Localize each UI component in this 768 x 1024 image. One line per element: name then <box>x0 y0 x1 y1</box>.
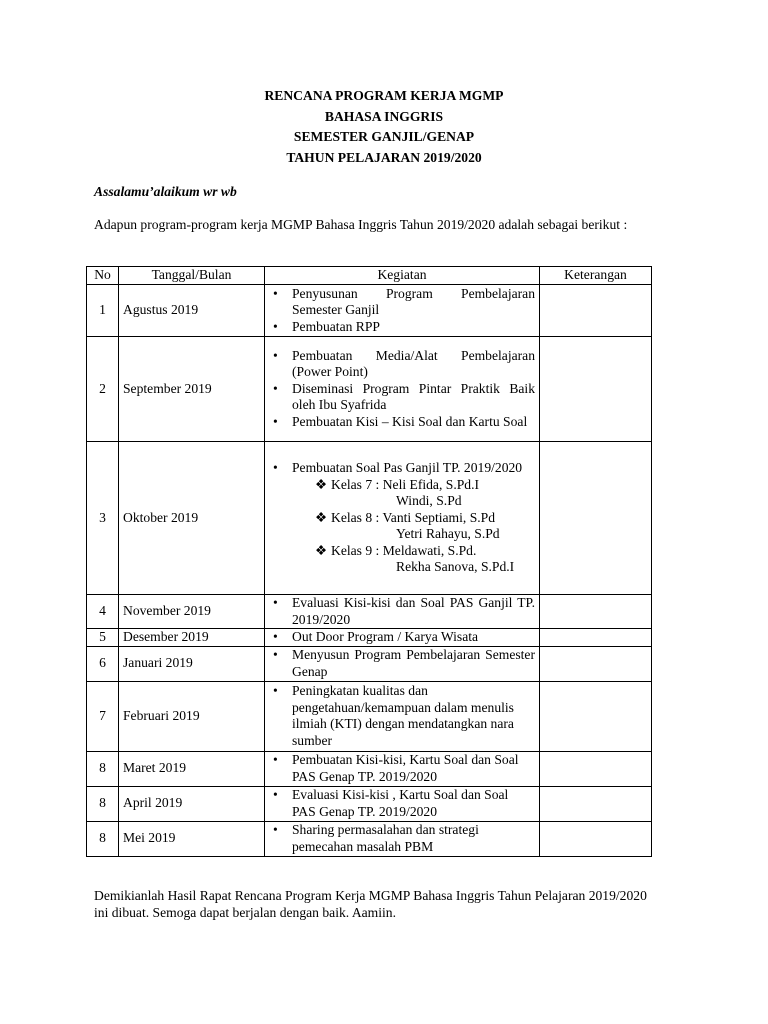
table-header-row <box>87 267 652 285</box>
table-row <box>87 681 652 751</box>
row-number: 8 <box>87 786 119 821</box>
table-row <box>87 629 652 647</box>
class-assignment <box>292 477 535 494</box>
activity-item <box>269 460 535 576</box>
row-number: 8 <box>87 751 119 786</box>
row-number: 4 <box>87 595 119 629</box>
row-activity <box>265 595 540 629</box>
row-note <box>540 285 652 337</box>
row-month: Mei 2019 <box>119 821 265 856</box>
class-label: Kelas 7 : Neli Efida, S.Pd.I <box>331 476 479 492</box>
row-activity <box>265 646 540 681</box>
row-number: 1 <box>87 285 119 337</box>
row-activity <box>265 786 540 821</box>
header-no: No <box>87 267 119 285</box>
activity-item: • Pembuatan Media/Alat Pembelajaran (Power Point) <box>269 348 535 381</box>
activity-item: • Menyusun Program Pembelajaran Semester Genap <box>269 647 535 680</box>
row-note <box>540 442 652 595</box>
row-note <box>540 629 652 647</box>
class-label: Kelas 8 : Vanti Septiami, S.Pd <box>331 509 496 525</box>
activity-item: • Sharing permasalahan dan strategi pemecahan masalah PBM <box>269 822 535 855</box>
class-assignment <box>292 543 535 560</box>
diamond-bullet-icon: ❖ <box>315 476 328 492</box>
row-month: September 2019 <box>119 337 265 442</box>
class-label: Kelas 9 : Meldawati, S.Pd. <box>331 542 477 558</box>
activity-item: • Diseminasi Program Pintar Praktik Baik oleh Ibu Syafrida <box>269 381 535 414</box>
activity-item: • Penyusunan Program Pembelajaran Semester Ganjil <box>269 286 535 319</box>
row-activity <box>265 337 540 442</box>
document-title <box>0 86 768 168</box>
row-note <box>540 595 652 629</box>
header-note: Keterangan <box>540 267 652 285</box>
row-number: 2 <box>87 337 119 442</box>
row-month: April 2019 <box>119 786 265 821</box>
title-line-1: RENCANA PROGRAM KERJA MGMP <box>264 88 504 103</box>
activity-item: • Peningkatan kualitas dan pengetahuan/kemampuan dalam menulis ilmiah (KTI) dengan mendatangkan nara sumber <box>269 683 535 749</box>
activity-item: • Out Door Program / Karya Wisata <box>269 629 535 646</box>
greeting: Assalamu’alaikum wr wb <box>94 184 237 199</box>
activity-item: • Evaluasi Kisi-kisi dan Soal PAS Ganjil TP. 2019/2020 <box>269 595 535 628</box>
table-row <box>87 337 652 442</box>
row-activity <box>265 285 540 337</box>
intro-paragraph: Adapun program-program kerja MGMP Bahasa Inggris Tahun 2019/2020 adalah sebagai berikut : <box>94 217 628 232</box>
class-second-teacher: Rekha Sanova, S.Pd.I <box>396 559 515 575</box>
row-month: Desember 2019 <box>119 629 265 647</box>
row-number: 7 <box>87 681 119 751</box>
class-assignment <box>292 510 535 527</box>
row-activity <box>265 821 540 856</box>
row-month: Februari 2019 <box>119 681 265 751</box>
row-activity <box>265 681 540 751</box>
row-number: 6 <box>87 646 119 681</box>
header-date: Tanggal/Bulan <box>119 267 265 285</box>
table-row <box>87 646 652 681</box>
row-note <box>540 337 652 442</box>
title-line-4: TAHUN PELAJARAN 2019/2020 <box>286 149 482 165</box>
row-note <box>540 751 652 786</box>
table-row <box>87 751 652 786</box>
activity-item: • Pembuatan RPP <box>269 319 535 336</box>
row-number: 5 <box>87 629 119 647</box>
row-month: Januari 2019 <box>119 646 265 681</box>
program-table <box>86 266 652 857</box>
table-row <box>87 595 652 629</box>
class-second-teacher: Windi, S.Pd <box>396 493 462 509</box>
row-month: Agustus 2019 <box>119 285 265 337</box>
row-activity <box>265 629 540 647</box>
row-note <box>540 681 652 751</box>
row-number: 3 <box>87 442 119 595</box>
table-row <box>87 442 652 595</box>
class-second-teacher: Yetri Rahayu, S.Pd <box>396 526 500 542</box>
row-number: 8 <box>87 821 119 856</box>
activity-item-text: Pembuatan Soal Pas Ganjil TP. 2019/2020 <box>292 460 523 476</box>
row-month: November 2019 <box>119 595 265 629</box>
diamond-bullet-icon: ❖ <box>315 509 328 525</box>
row-activity <box>265 751 540 786</box>
table-row <box>87 786 652 821</box>
table-row <box>87 821 652 856</box>
row-month: Maret 2019 <box>119 751 265 786</box>
closing-paragraph: Demikianlah Hasil Rapat Rencana Program Kerja MGMP Bahasa Inggris Tahun Pelajaran 2019/2020 ini dibuat. Semoga dapat berjalan dengan baik. Aamiin. <box>94 888 647 920</box>
row-month: Oktober 2019 <box>119 442 265 595</box>
activity-item: • Evaluasi Kisi-kisi , Kartu Soal dan Soal PAS Genap TP. 2019/2020 <box>269 787 535 820</box>
activity-item: • Pembuatan Kisi – Kisi Soal dan Kartu Soal <box>269 414 535 431</box>
row-note <box>540 821 652 856</box>
title-line-2: BAHASA INGGRIS <box>324 108 444 124</box>
title-line-3: SEMESTER GANJIL/GENAP <box>293 129 475 144</box>
row-activity <box>265 442 540 595</box>
header-activity: Kegiatan <box>265 267 540 285</box>
row-note <box>540 786 652 821</box>
table-row <box>87 285 652 337</box>
row-note <box>540 646 652 681</box>
diamond-bullet-icon: ❖ <box>315 542 328 558</box>
activity-item: • Pembuatan Kisi-kisi, Kartu Soal dan Soal PAS Genap TP. 2019/2020 <box>269 752 535 785</box>
